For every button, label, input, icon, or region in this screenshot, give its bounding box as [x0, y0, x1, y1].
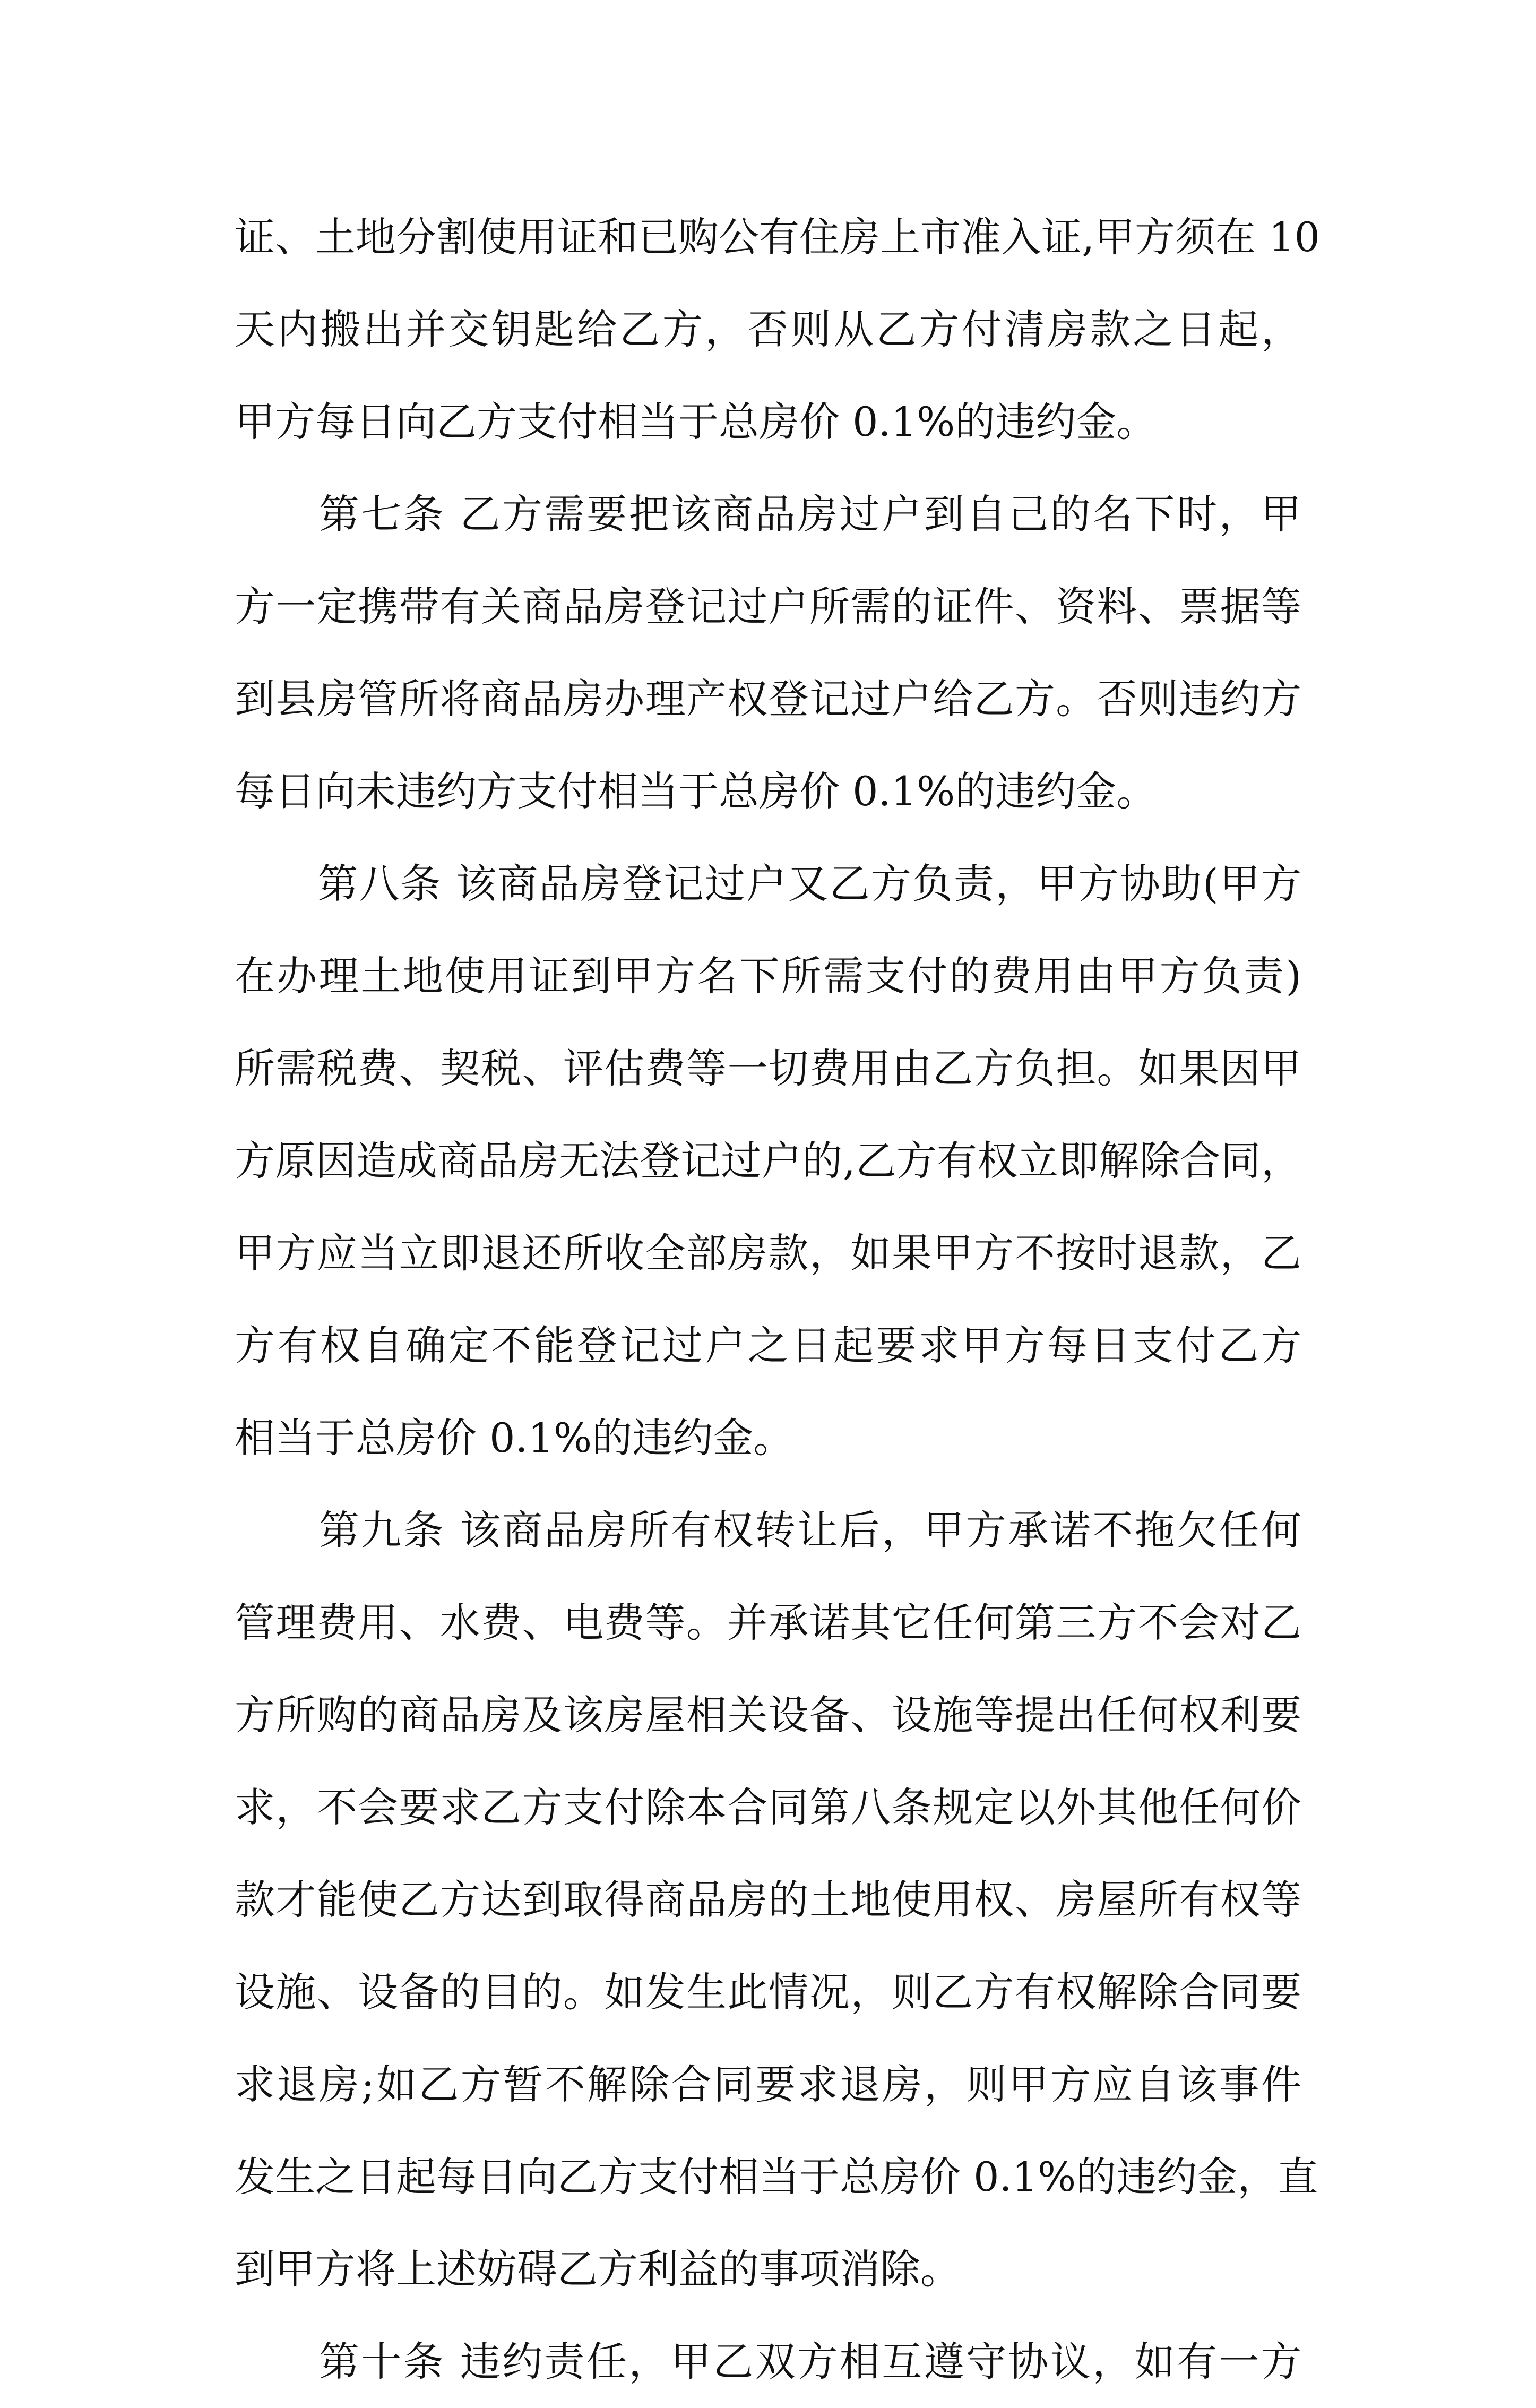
text-line: 证、土地分割使用证和已购公有住房上市准入证,甲方须在 10	[235, 213, 1321, 261]
paragraph-article-9	[235, 1484, 1318, 2316]
text-line: 求，不会要求乙方支付除本合同第八条规定以外其他任何价	[235, 1784, 1301, 1831]
text-line: 到县房管所将商品房办理产权登记过户给乙方。否则违约方	[235, 675, 1301, 723]
text-line: 甲方每日向乙方支付相当于总房价 0.1%的违约金。	[235, 398, 1157, 445]
text-line: 第九条 该商品房所有权转让后，甲方承诺不拖欠任何	[235, 1507, 1301, 1554]
text-line: 方原因造成商品房无法登记过户的,乙方有权立即解除合同，	[235, 1137, 1301, 1184]
text-line: 方有权自确定不能登记过户之日起要求甲方每日支付乙方	[235, 1322, 1301, 1369]
text-line: 第十条 违约责任，甲乙双方相互遵守协议，如有一方	[235, 2338, 1301, 2385]
text-line: 管理费用、水费、电费等。并承诺其它任何第三方不会对乙	[235, 1599, 1301, 1646]
paragraph-article-8	[235, 838, 1301, 1484]
text-line: 在办理土地使用证到甲方名下所需支付的费用由甲方负责)	[235, 952, 1301, 1000]
text-line: 第八条 该商品房登记过户又乙方负责，甲方协助(甲方	[235, 860, 1301, 907]
paragraph-article-10	[235, 2316, 1301, 2408]
text-line: 发生之日起每日向乙方支付相当于总房价 0.1%的违约金，直	[235, 2153, 1318, 2200]
text-line: 到甲方将上述妨碍乙方利益的事项消除。	[235, 2246, 961, 2293]
text-line: 方一定携带有关商品房登记过户所需的证件、资料、票据等	[235, 583, 1301, 630]
text-line: 甲方应当立即退还所收全部房款，如果甲方不按时退款，乙	[235, 1229, 1301, 1277]
text-line: 设施、设备的目的。如发生此情况，则乙方有权解除合同要	[235, 1968, 1301, 2016]
text-line: 相当于总房价 0.1%的违约金。	[235, 1414, 794, 1461]
text-line: 所需税费、契税、评估费等一切费用由乙方负担。如果因甲	[235, 1045, 1301, 1092]
paragraph-article-7	[235, 468, 1301, 838]
text-line: 第七条 乙方需要把该商品房过户到自己的名下时，甲	[235, 491, 1301, 538]
document-body	[235, 191, 1321, 2408]
text-line: 款才能使乙方达到取得商品房的土地使用权、房屋所有权等	[235, 1876, 1301, 1923]
paragraph-article-6-tail	[235, 191, 1321, 468]
text-line: 每日向未违约方支付相当于总房价 0.1%的违约金。	[235, 768, 1157, 815]
text-line: 天内搬出并交钥匙给乙方，否则从乙方付清房款之日起，	[235, 306, 1301, 353]
text-line: 方所购的商品房及该房屋相关设备、设施等提出任何权利要	[235, 1691, 1301, 1739]
text-line: 求退房;如乙方暂不解除合同要求退房，则甲方应自该事件	[235, 2061, 1301, 2108]
